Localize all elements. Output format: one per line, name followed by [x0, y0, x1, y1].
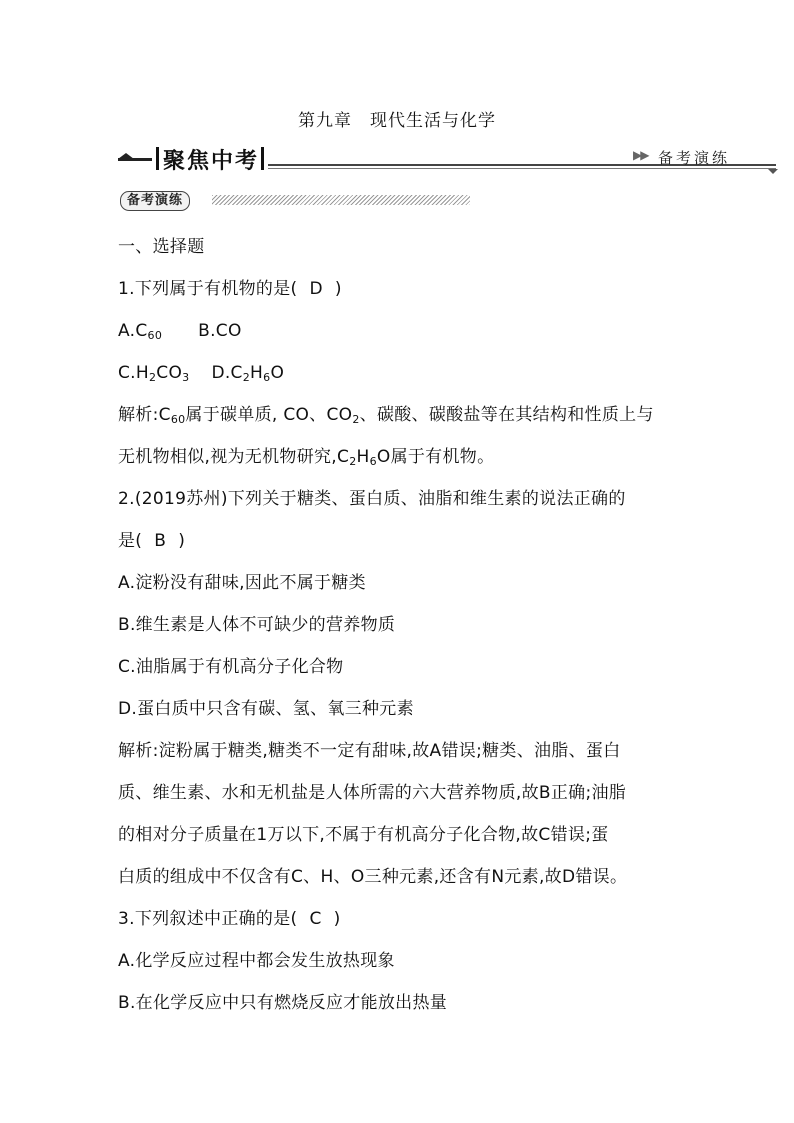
q2-answer: B: [154, 531, 167, 551]
q2-explanation-line-4: 白质的组成中不仅含有C、H、O三种元素,还含有N元素,故D错误。: [118, 867, 628, 887]
q1-option-b: B.CO: [198, 321, 242, 341]
question-1-options-cd: [118, 352, 688, 394]
q3-answer: C: [309, 909, 322, 929]
banner-right-triangle: [768, 169, 778, 174]
question-1-stem: [118, 268, 688, 310]
banner-bar-left: [156, 147, 159, 170]
banner-right-label: 备考演练: [658, 149, 731, 167]
q1-option-c: $C.H_2CO_3$: [118, 363, 190, 384]
q1-answer: D: [309, 279, 323, 299]
q1-option-d: $D.C_2H_6O$: [211, 363, 285, 384]
q1-option-a: $A.C_{60}$: [118, 321, 163, 342]
q2-explanation-line-2: 质、维生素、水和无机盐是人体所需的六大营养物质,故B正确;油脂: [118, 783, 627, 803]
question-2-stem-line-1: 2.(2019苏州)下列关于糖类、蛋白质、油脂和维生素的说法正确的: [118, 489, 626, 509]
practice-tag-label: 备考演练: [120, 191, 190, 211]
q1-stem-before: 1.下列属于有机物的是(: [118, 279, 298, 299]
q3-option-a: A.化学反应过程中都会发生放热现象: [118, 951, 395, 971]
question-1-options-ab: [118, 310, 688, 352]
tag-hatch-decoration: [212, 195, 470, 205]
q1-explanation-line-2: 无机物相似,视为无机物研究$,C_2H_6O$属于有机物。: [118, 447, 495, 468]
q2-explanation-line-1: 解析:淀粉属于糖类,糖类不一定有甜味,故A错误;糖类、油脂、蛋白: [118, 741, 621, 761]
q2-option-c: C.油脂属于有机高分子化合物: [118, 657, 344, 677]
chapter-title: 第九章 现代生活与化学: [298, 111, 496, 131]
section-heading: 一、选择题: [118, 237, 205, 257]
q2-option-b: B.维生素是人体不可缺少的营养物质: [118, 615, 396, 635]
banner-title: 聚焦中考: [163, 149, 260, 174]
question-3-stem: 3.下列叙述中正确的是( C ): [118, 898, 688, 940]
question-2-stem-line-2: 是( B ): [118, 520, 688, 562]
banner-underline-thin: [268, 168, 776, 169]
q3-option-b: B.在化学反应中只有燃烧反应才能放出热量: [118, 993, 448, 1013]
q2-option-a: A.淀粉没有甜味,因此不属于糖类: [118, 573, 366, 593]
banner-left-rule: [118, 158, 152, 161]
document-body: [118, 226, 688, 1024]
q2-option-d: D.蛋白质中只含有碳、氢、氧三种元素: [118, 699, 414, 719]
q1-stem-after: ): [334, 279, 342, 299]
banner-bar-right: [261, 147, 264, 170]
q1-explanation-line-1: 解析$:C_{60}$属于碳单质, CO、$CO_2$、碳酸、碳酸盐等在其结构和性质上与: [118, 405, 654, 426]
double-arrow-icon: ▶▶: [633, 148, 648, 162]
q2-explanation-line-3: 的相对分子质量在1万以下,不属于有机高分子化合物,故C错误;蛋: [118, 825, 609, 845]
practice-tag: [120, 191, 472, 211]
section-banner: [118, 144, 778, 174]
